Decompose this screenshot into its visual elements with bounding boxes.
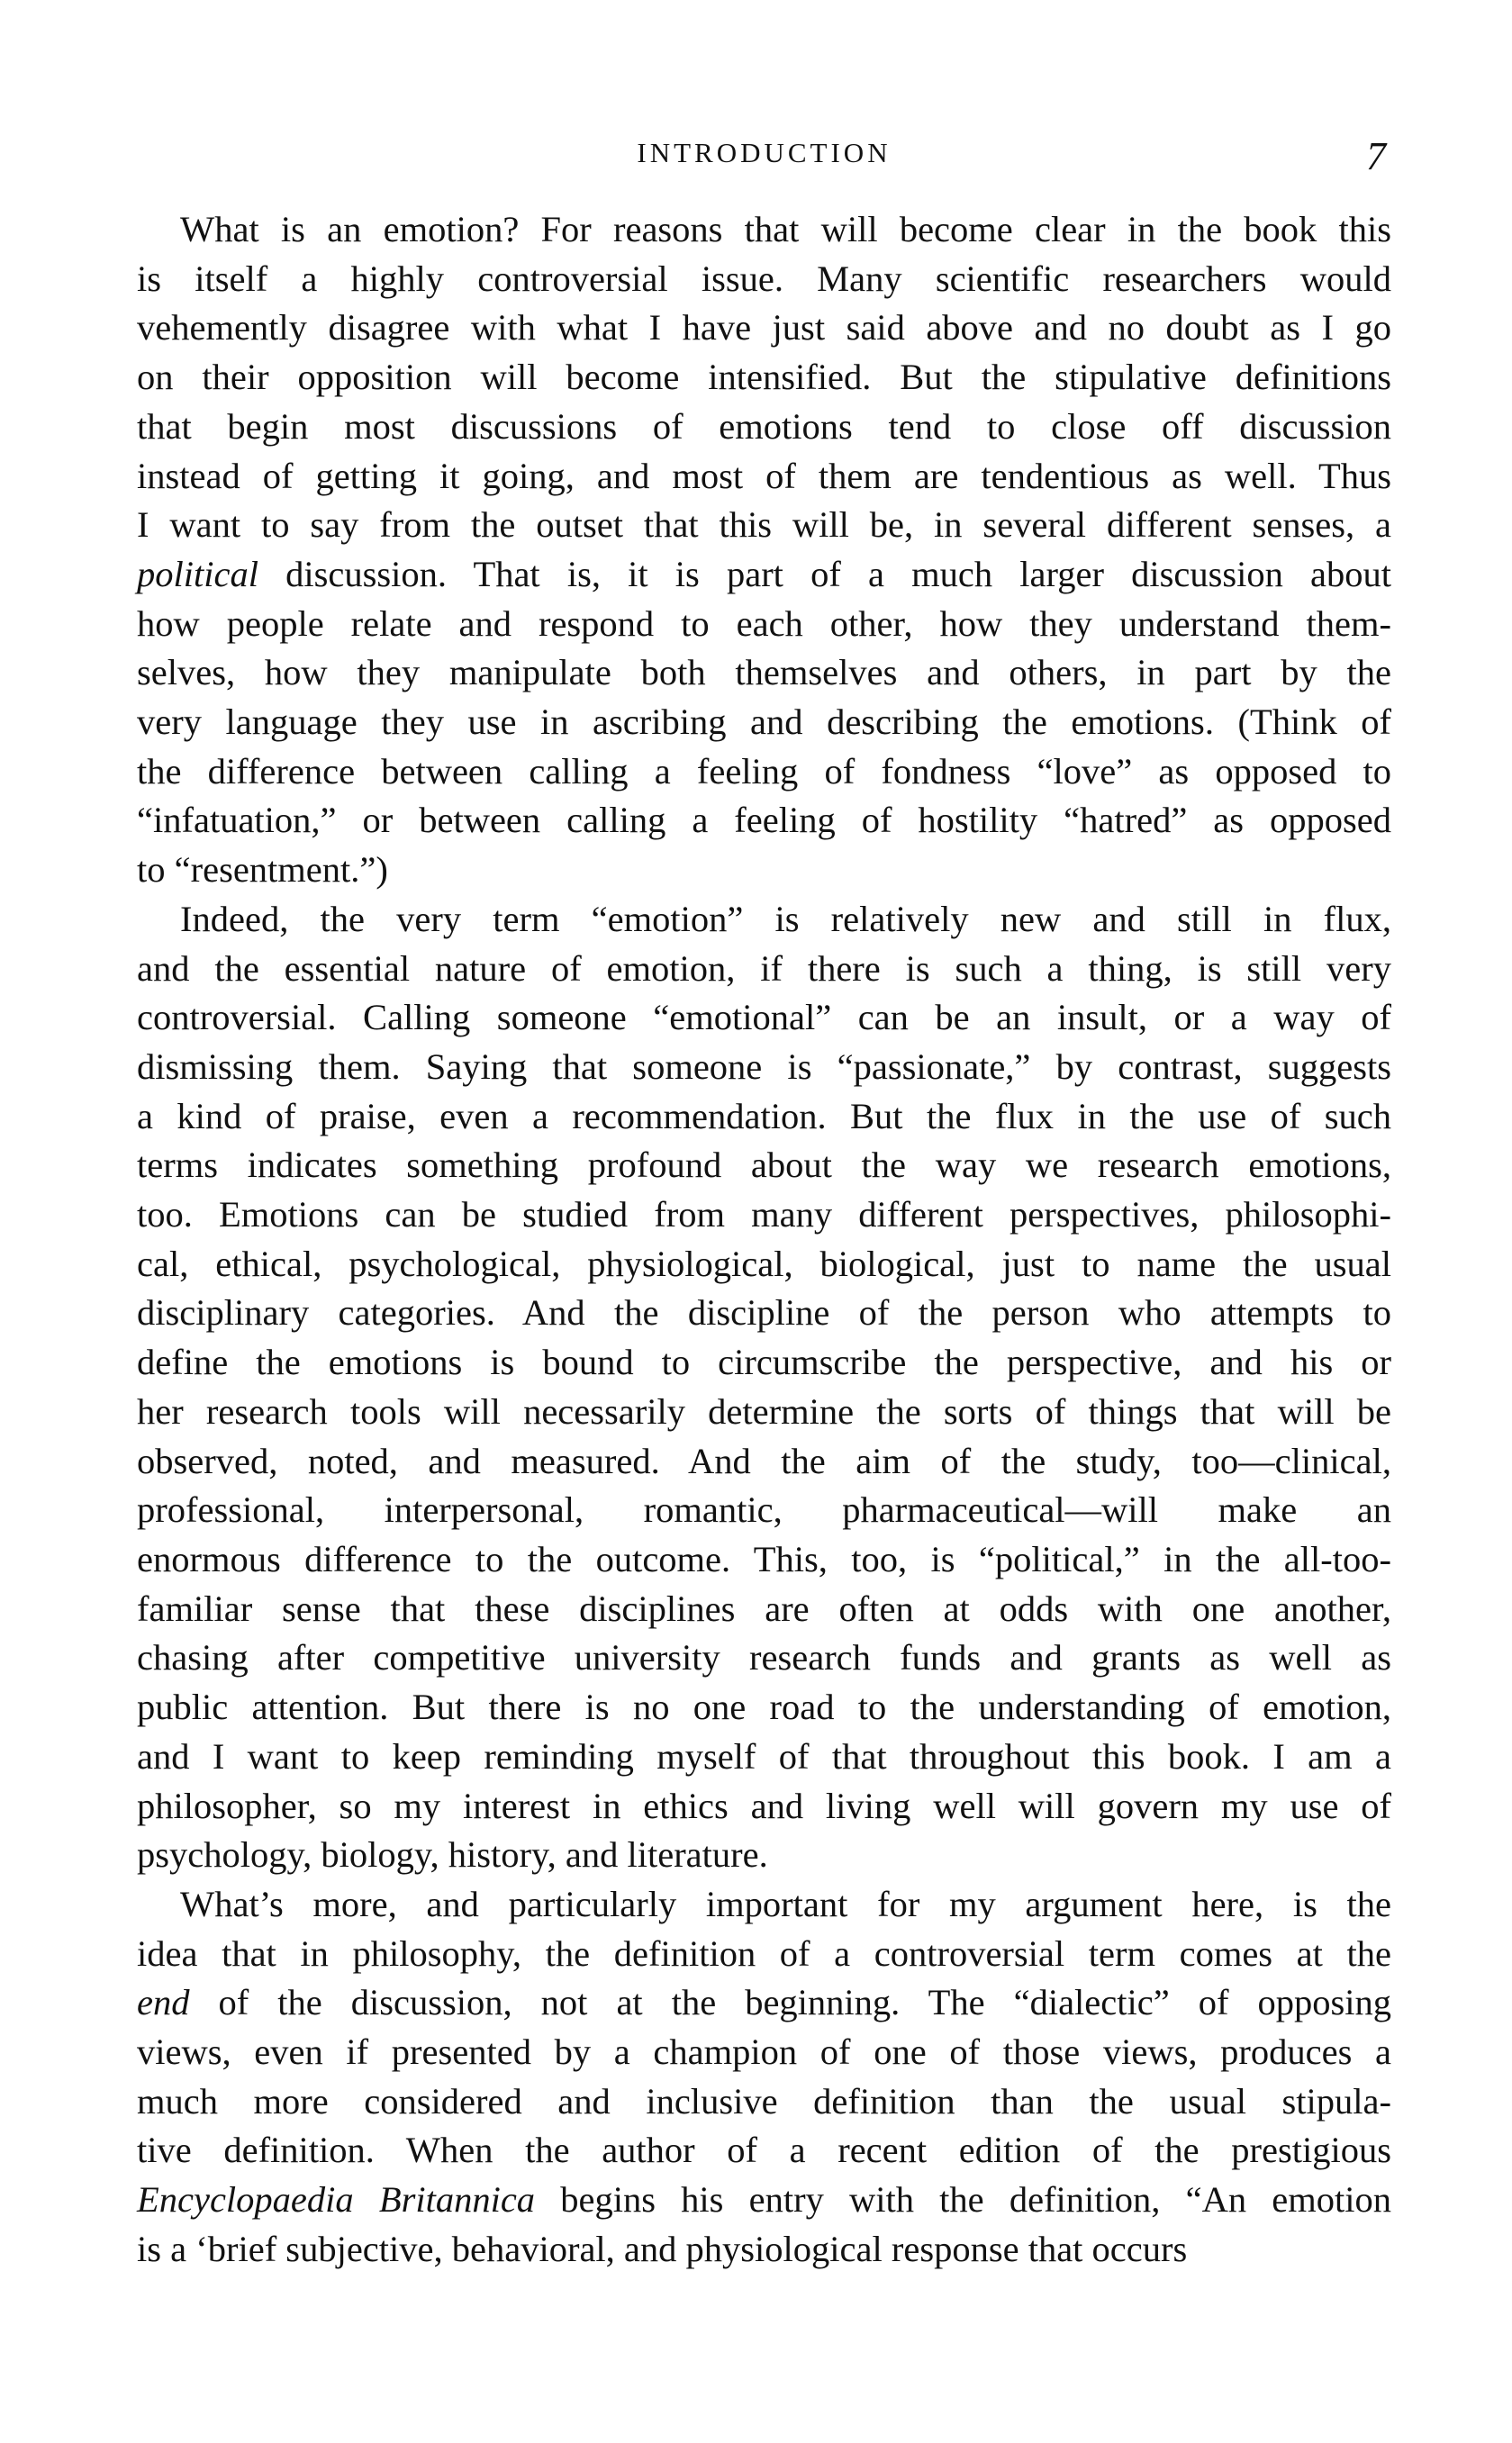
text-line — [137, 353, 1391, 403]
text-line — [137, 1388, 1391, 1437]
text-line — [137, 1831, 1391, 1880]
text-line — [137, 1289, 1391, 1338]
text-line — [137, 2126, 1391, 2176]
text-line — [137, 993, 1391, 1043]
text-run: much more considered and inclusive definition than the usual stipula- — [137, 2080, 1391, 2122]
text-run: views, even if presented by a champion of one of those views, produces a — [137, 2031, 1391, 2073]
text-run: to “resentment.”) — [137, 849, 388, 891]
text-line — [137, 1585, 1391, 1634]
text-run: What is an emotion? For reasons that will become clear in the book this — [180, 209, 1391, 249]
text-line — [137, 600, 1391, 649]
text-line — [137, 1092, 1391, 1142]
text-line — [137, 2077, 1391, 2127]
text-run: and I want to keep reminding myself of that throughout this book. I am a — [137, 1735, 1391, 1777]
text-run: too. Emotions can be studied from many different perspectives, philosophi- — [137, 1194, 1391, 1235]
text-line — [137, 1141, 1391, 1190]
text-run: public attention. But there is no one road to the understanding of emotion, — [137, 1687, 1391, 1728]
text-line — [137, 303, 1391, 353]
text-run: I want to say from the outset that this will be, in several different senses, a — [137, 504, 1391, 546]
text-line — [137, 796, 1391, 846]
text-run: vehemently disagree with what I have just said above and no doubt as I go — [137, 307, 1391, 348]
text-run: of the discussion, not at the beginning. The “dialectic” of opposing — [189, 1982, 1391, 2023]
text-line — [137, 1880, 1391, 1930]
text-line — [137, 1240, 1391, 1289]
text-run: tive definition. When the author of a recent edition of the prestigious — [137, 2130, 1391, 2171]
text-run: is itself a highly controversial issue. Many scientific researchers would — [137, 258, 1391, 299]
text-run: define the emotions is bound to circumscribe the perspective, and his or — [137, 1342, 1391, 1383]
text-run: disciplinary categories. And the discipline of the person who attempts to — [137, 1292, 1391, 1334]
text-line — [137, 2176, 1391, 2225]
text-line — [137, 1633, 1391, 1683]
text-line — [137, 1437, 1391, 1487]
text-run: enormous difference to the outcome. This, too, is “political,” in the all-too- — [137, 1538, 1391, 1579]
text-line — [137, 1043, 1391, 1092]
paragraph — [137, 1880, 1391, 2275]
text-line — [137, 550, 1391, 600]
text-line — [137, 452, 1391, 502]
text-run: selves, how they manipulate both themselves and others, in part by the — [137, 652, 1391, 693]
text-line — [137, 945, 1391, 994]
text-line — [137, 698, 1391, 747]
text-run: philosopher, so my interest in ethics and living well will govern my use of — [137, 1785, 1391, 1826]
text-line — [137, 1535, 1391, 1585]
text-run: cal, ethical, psychological, physiological, biological, just to name the usual — [137, 1243, 1391, 1284]
text-run: What’s more, and particularly important for my argument here, is the — [180, 1883, 1391, 1924]
text-run: psychology, biology, history, and literature. — [137, 1834, 768, 1876]
text-run: how people relate and respond to each other, how they understand them- — [137, 602, 1391, 644]
text-line — [137, 501, 1391, 550]
text-run: terms indicates something profound about the way we research emotions, — [137, 1145, 1391, 1186]
text-run: a kind of praise, even a recommendation. But the flux in the use of such — [137, 1095, 1391, 1136]
text-run: is a ‘brief subjective, behavioral, and physiological response that occurs — [137, 2228, 1188, 2269]
text-line — [137, 1782, 1391, 1832]
text-run: idea that in philosophy, the definition of a controversial term comes at the — [137, 1932, 1391, 1974]
book-page — [137, 133, 1391, 2275]
text-run: on their opposition will become intensified. But the stipulative definitions — [137, 357, 1391, 398]
running-head — [137, 133, 1391, 176]
text-line — [137, 1486, 1391, 1535]
text-line — [137, 1338, 1391, 1388]
page-number: 7 — [1366, 134, 1386, 178]
text-run: discussion. That is, it is part of a much larger discussion about — [258, 553, 1391, 594]
text-line — [137, 1683, 1391, 1733]
italic-text: end — [137, 1982, 190, 2023]
text-run: the difference between calling a feeling of fondness “love” as opposed to — [137, 750, 1391, 792]
text-line — [137, 747, 1391, 797]
text-line — [137, 2225, 1391, 2275]
text-run: and the essential nature of emotion, if there is such a thing, is still very — [137, 947, 1391, 989]
text-run: instead of getting it going, and most of them are tendentious as well. Thus — [137, 455, 1391, 496]
text-run: her research tools will necessarily determine the sorts of things that will be — [137, 1390, 1391, 1432]
text-line — [137, 895, 1391, 945]
text-run: begins his entry with the definition, “An emotion — [535, 2179, 1391, 2221]
text-run: chasing after competitive university research funds and grants as well as — [137, 1637, 1391, 1678]
italic-text: political — [137, 553, 258, 594]
text-run: observed, noted, and measured. And the aim of the study, too—clinical, — [137, 1440, 1391, 1481]
text-line — [137, 255, 1391, 304]
text-run: that begin most discussions of emotions tend to close off discussion — [137, 405, 1391, 447]
text-run: dismissing them. Saying that someone is “passionate,” by contrast, suggests — [137, 1045, 1391, 1087]
text-run: Indeed, the very term “emotion” is relatively new and still in flux, — [180, 898, 1391, 939]
text-line — [137, 1930, 1391, 1979]
text-line — [137, 2028, 1391, 2077]
text-line — [137, 205, 1391, 255]
italic-text: Encyclopaedia Britannica — [137, 2179, 536, 2221]
text-line — [137, 1190, 1391, 1240]
text-run: familiar sense that these disciplines are often at odds with one another, — [137, 1588, 1391, 1629]
text-line — [137, 1733, 1391, 1782]
text-run: very language they use in ascribing and describing the emotions. (Think of — [137, 701, 1391, 743]
paragraph — [137, 205, 1391, 895]
paragraph — [137, 895, 1391, 1880]
text-run: professional, interpersonal, romantic, pharmaceutical—will make an — [137, 1489, 1391, 1531]
text-line — [137, 648, 1391, 698]
text-line — [137, 1978, 1391, 2028]
body-text — [137, 205, 1391, 2275]
text-run: controversial. Calling someone “emotional” can be an insult, or a way of — [137, 997, 1391, 1038]
text-line — [137, 403, 1391, 452]
text-line — [137, 846, 1391, 895]
text-run: “infatuation,” or between calling a feeling of hostility “hatred” as opposed — [137, 800, 1391, 841]
running-title: INTRODUCTION — [637, 137, 892, 168]
